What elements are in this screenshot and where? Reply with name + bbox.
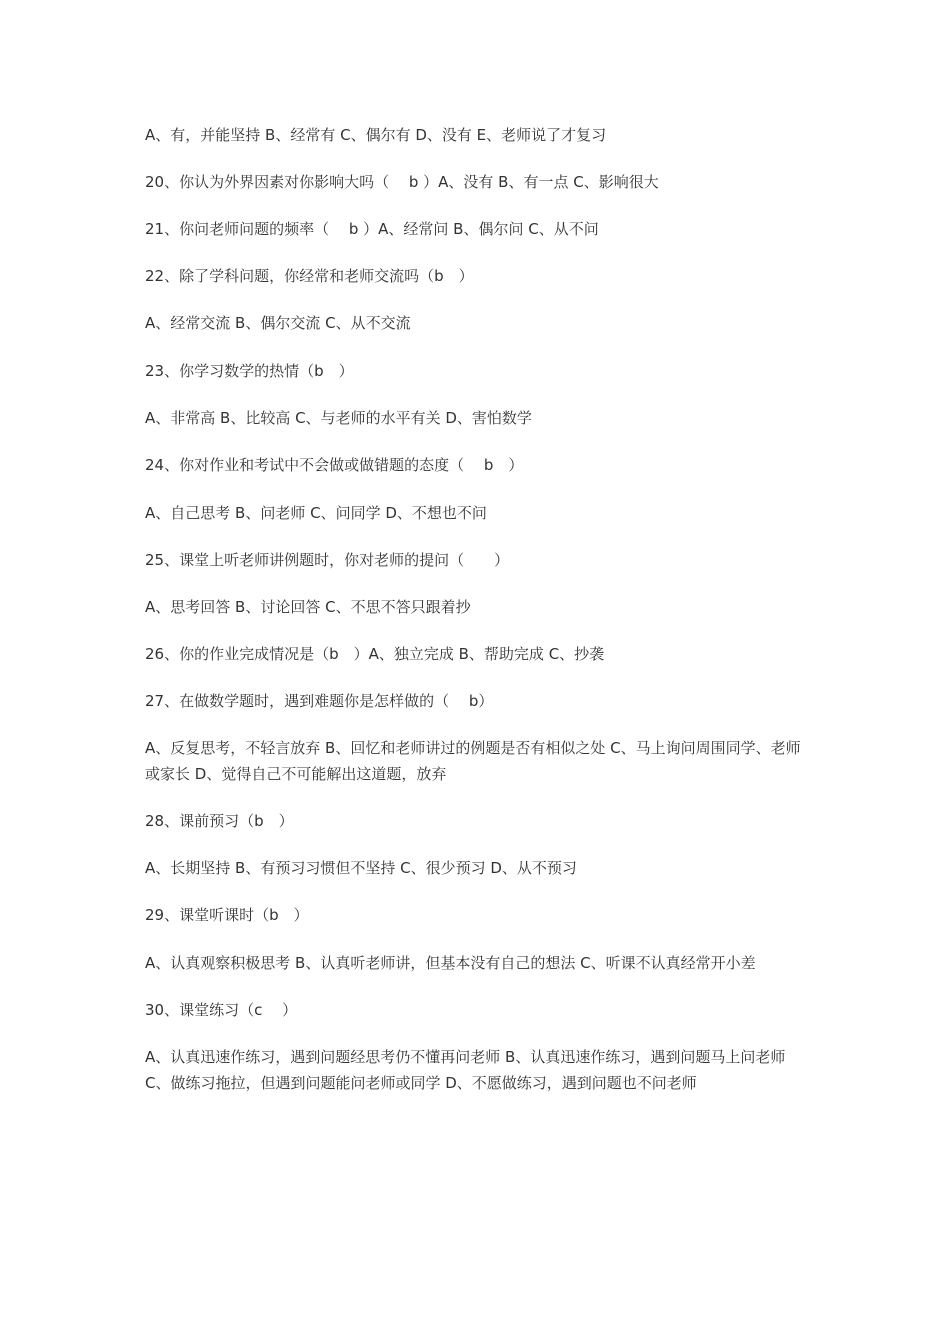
options-28: A、长期坚持 B、有预习习惯但不坚持 C、很少预习 D、从不预习 — [145, 859, 577, 877]
question-26: 26、你的作业完成情况是（b ）A、独立完成 B、帮助完成 C、抄袭 — [145, 645, 605, 663]
option-line-19: A、有，并能坚持 B、经常有 C、偶尔有 D、没有 E、老师说了才复习 — [145, 126, 607, 144]
options-30: A、认真迅速作练习，遇到问题经思考仍不懂再问老师 B、认真迅速作练习，遇到问题马上问老师 C、做练习拖拉，但遇到问题能问老师或同学 D、不愿做练习，遇到问题也不问老师 — [145, 1048, 786, 1092]
options-27: A、反复思考，不轻言放弃 B、回忆和老师讲过的例题是否有相似之处 C、马上询问周围同学、老师或家长 D、觉得自己不可能解出这道题，放弃 — [145, 739, 801, 783]
question-21: 21、你问老师问题的频率（ b ）A、经常问 B、偶尔问 C、从不问 — [145, 220, 599, 238]
question-22: 22、除了学科问题，你经常和老师交流吗（b ） — [145, 267, 474, 285]
question-30: 30、课堂练习（c ） — [145, 1001, 298, 1019]
question-27: 27、在做数学题时，遇到难题你是怎样做的（ b） — [145, 692, 494, 710]
question-20: 20、你认为外界因素对你影响大吗（ b ）A、没有 B、有一点 C、影响很大 — [145, 173, 659, 191]
question-25: 25、课堂上听老师讲例题时，你对老师的提问（ ） — [145, 551, 510, 569]
question-28: 28、课前预习（b ） — [145, 812, 294, 830]
options-25: A、思考回答 B、讨论回答 C、不思不答只跟着抄 — [145, 598, 471, 616]
options-29: A、认真观察积极思考 B、认真听老师讲，但基本没有自己的想法 C、听课不认真经常开小差 — [145, 954, 756, 972]
options-23: A、非常高 B、比较高 C、与老师的水平有关 D、害怕数学 — [145, 409, 532, 427]
question-24: 24、你对作业和考试中不会做或做错题的态度（ b ） — [145, 456, 524, 474]
question-29: 29、课堂听课时（b ） — [145, 906, 309, 924]
question-23: 23、你学习数学的热情（b ） — [145, 362, 354, 380]
options-22: A、经常交流 B、偶尔交流 C、从不交流 — [145, 314, 411, 332]
options-24: A、自己思考 B、问老师 C、问同学 D、不想也不问 — [145, 504, 487, 522]
